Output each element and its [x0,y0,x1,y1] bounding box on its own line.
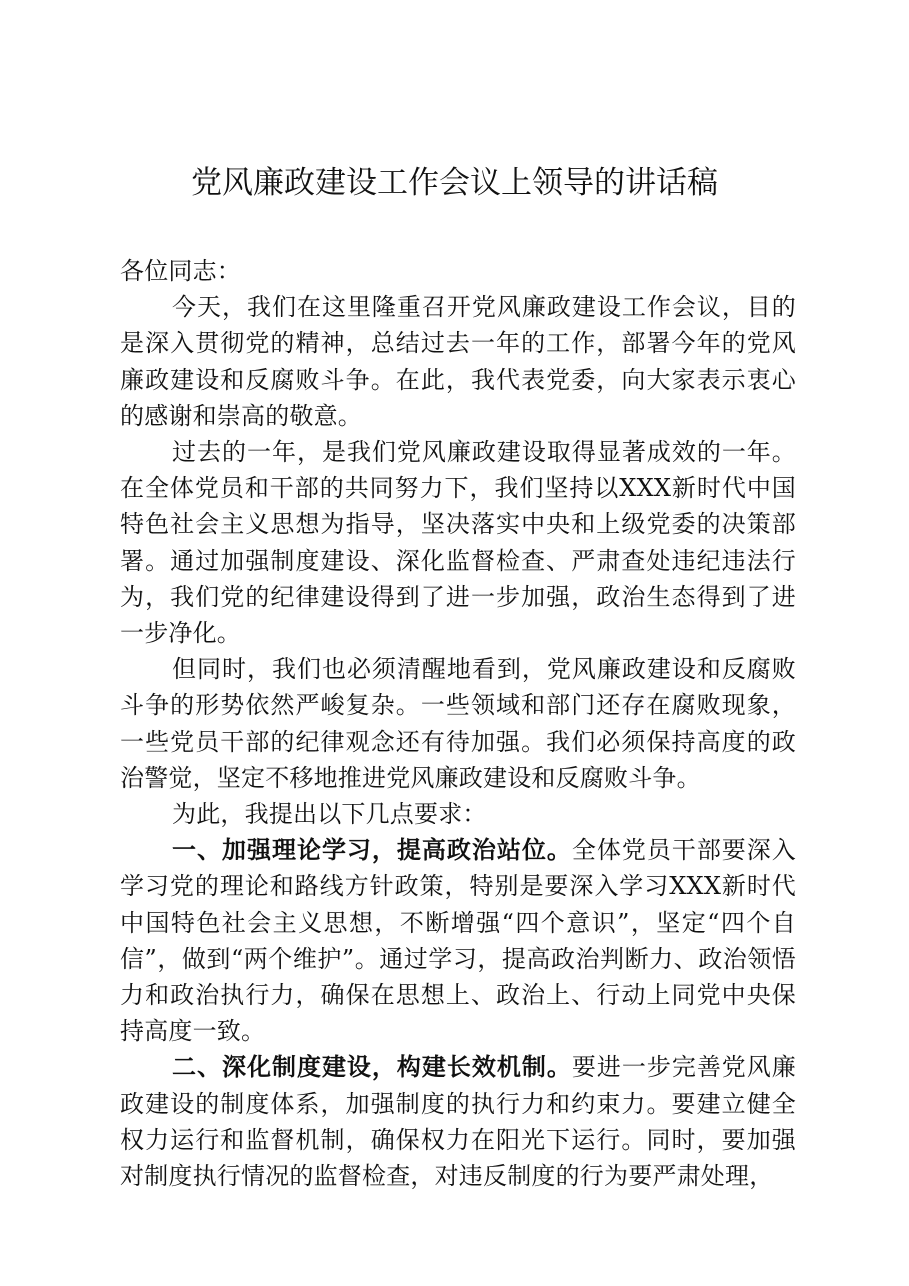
paragraph-requirements-intro [120,796,796,832]
paragraph-opening [120,289,796,434]
paragraph-requirement-1 [120,832,796,1049]
salutation: 各位同志： [120,257,241,285]
paragraph-situation [120,651,796,796]
requirement-heading: 一、加强理论学习，提高政治站位。 [172,835,572,865]
document-body [120,253,796,1194]
paragraph-text: 今天，我们在这里隆重召开党风廉政建设工作会议，目的是深入贯彻党的精神，总结过去一年的工作，部署今年的党风廉政建设和反腐败斗争。在此，我代表党委，向大家表示衷心的感谢和崇高的敬意。 [120,293,796,430]
paragraph-text: 但同时，我们也必须清醒地看到，党风廉政建设和反腐败斗争的形势依然严峻复杂。一些领域和部门还存在腐败现象，一些党员干部的纪律观念还有待加强。我们必须保持高度的政治警觉，坚定不移地推进党风廉政建设和反腐败斗争。 [120,655,796,792]
paragraph-requirement-2 [120,1049,796,1194]
paragraph-text: 要进一步完善党风廉政建设的制度体系，加强制度的执行力和约束力。要建立健全权力运行和监督机制，确保权力在阳光下运行。同时，要加强对制度执行情况的监督检查，对违反制度的行为要严肃处理， [120,1053,796,1191]
document-title: 党风廉政建设工作会议上领导的讲话稿 [191,165,718,201]
paragraph-text: 全体党员干部要深入学习党的理论和路线方针政策，特别是要深入学习XXX新时代中国特色社会主义思想，不断增强“四个意识”，坚定“四个自信”，做到“两个维护”。通过学习，提高政治判断力、政治领悟力和政治执行力，确保在思想上、政治上、行动上同党中央保持高度一致。 [120,836,796,1046]
paragraph-review [120,434,796,651]
requirement-heading: 二、深化制度建设，构建长效机制。 [172,1052,572,1082]
paragraph-text: 为此，我提出以下几点要求： [172,800,487,829]
paragraph-text: 过去的一年，是我们党风廉政建设取得显著成效的一年。在全体党员和干部的共同努力下，我们坚持以XXX新时代中国特色社会主义思想为指导，坚决落实中央和上级党委的决策部署。通过加强制度建设、深化监督检查、严肃查处违纪违法行为，我们党的纪律建设得到了进一步加强，政治生态得到了进一步净化。 [120,438,796,648]
